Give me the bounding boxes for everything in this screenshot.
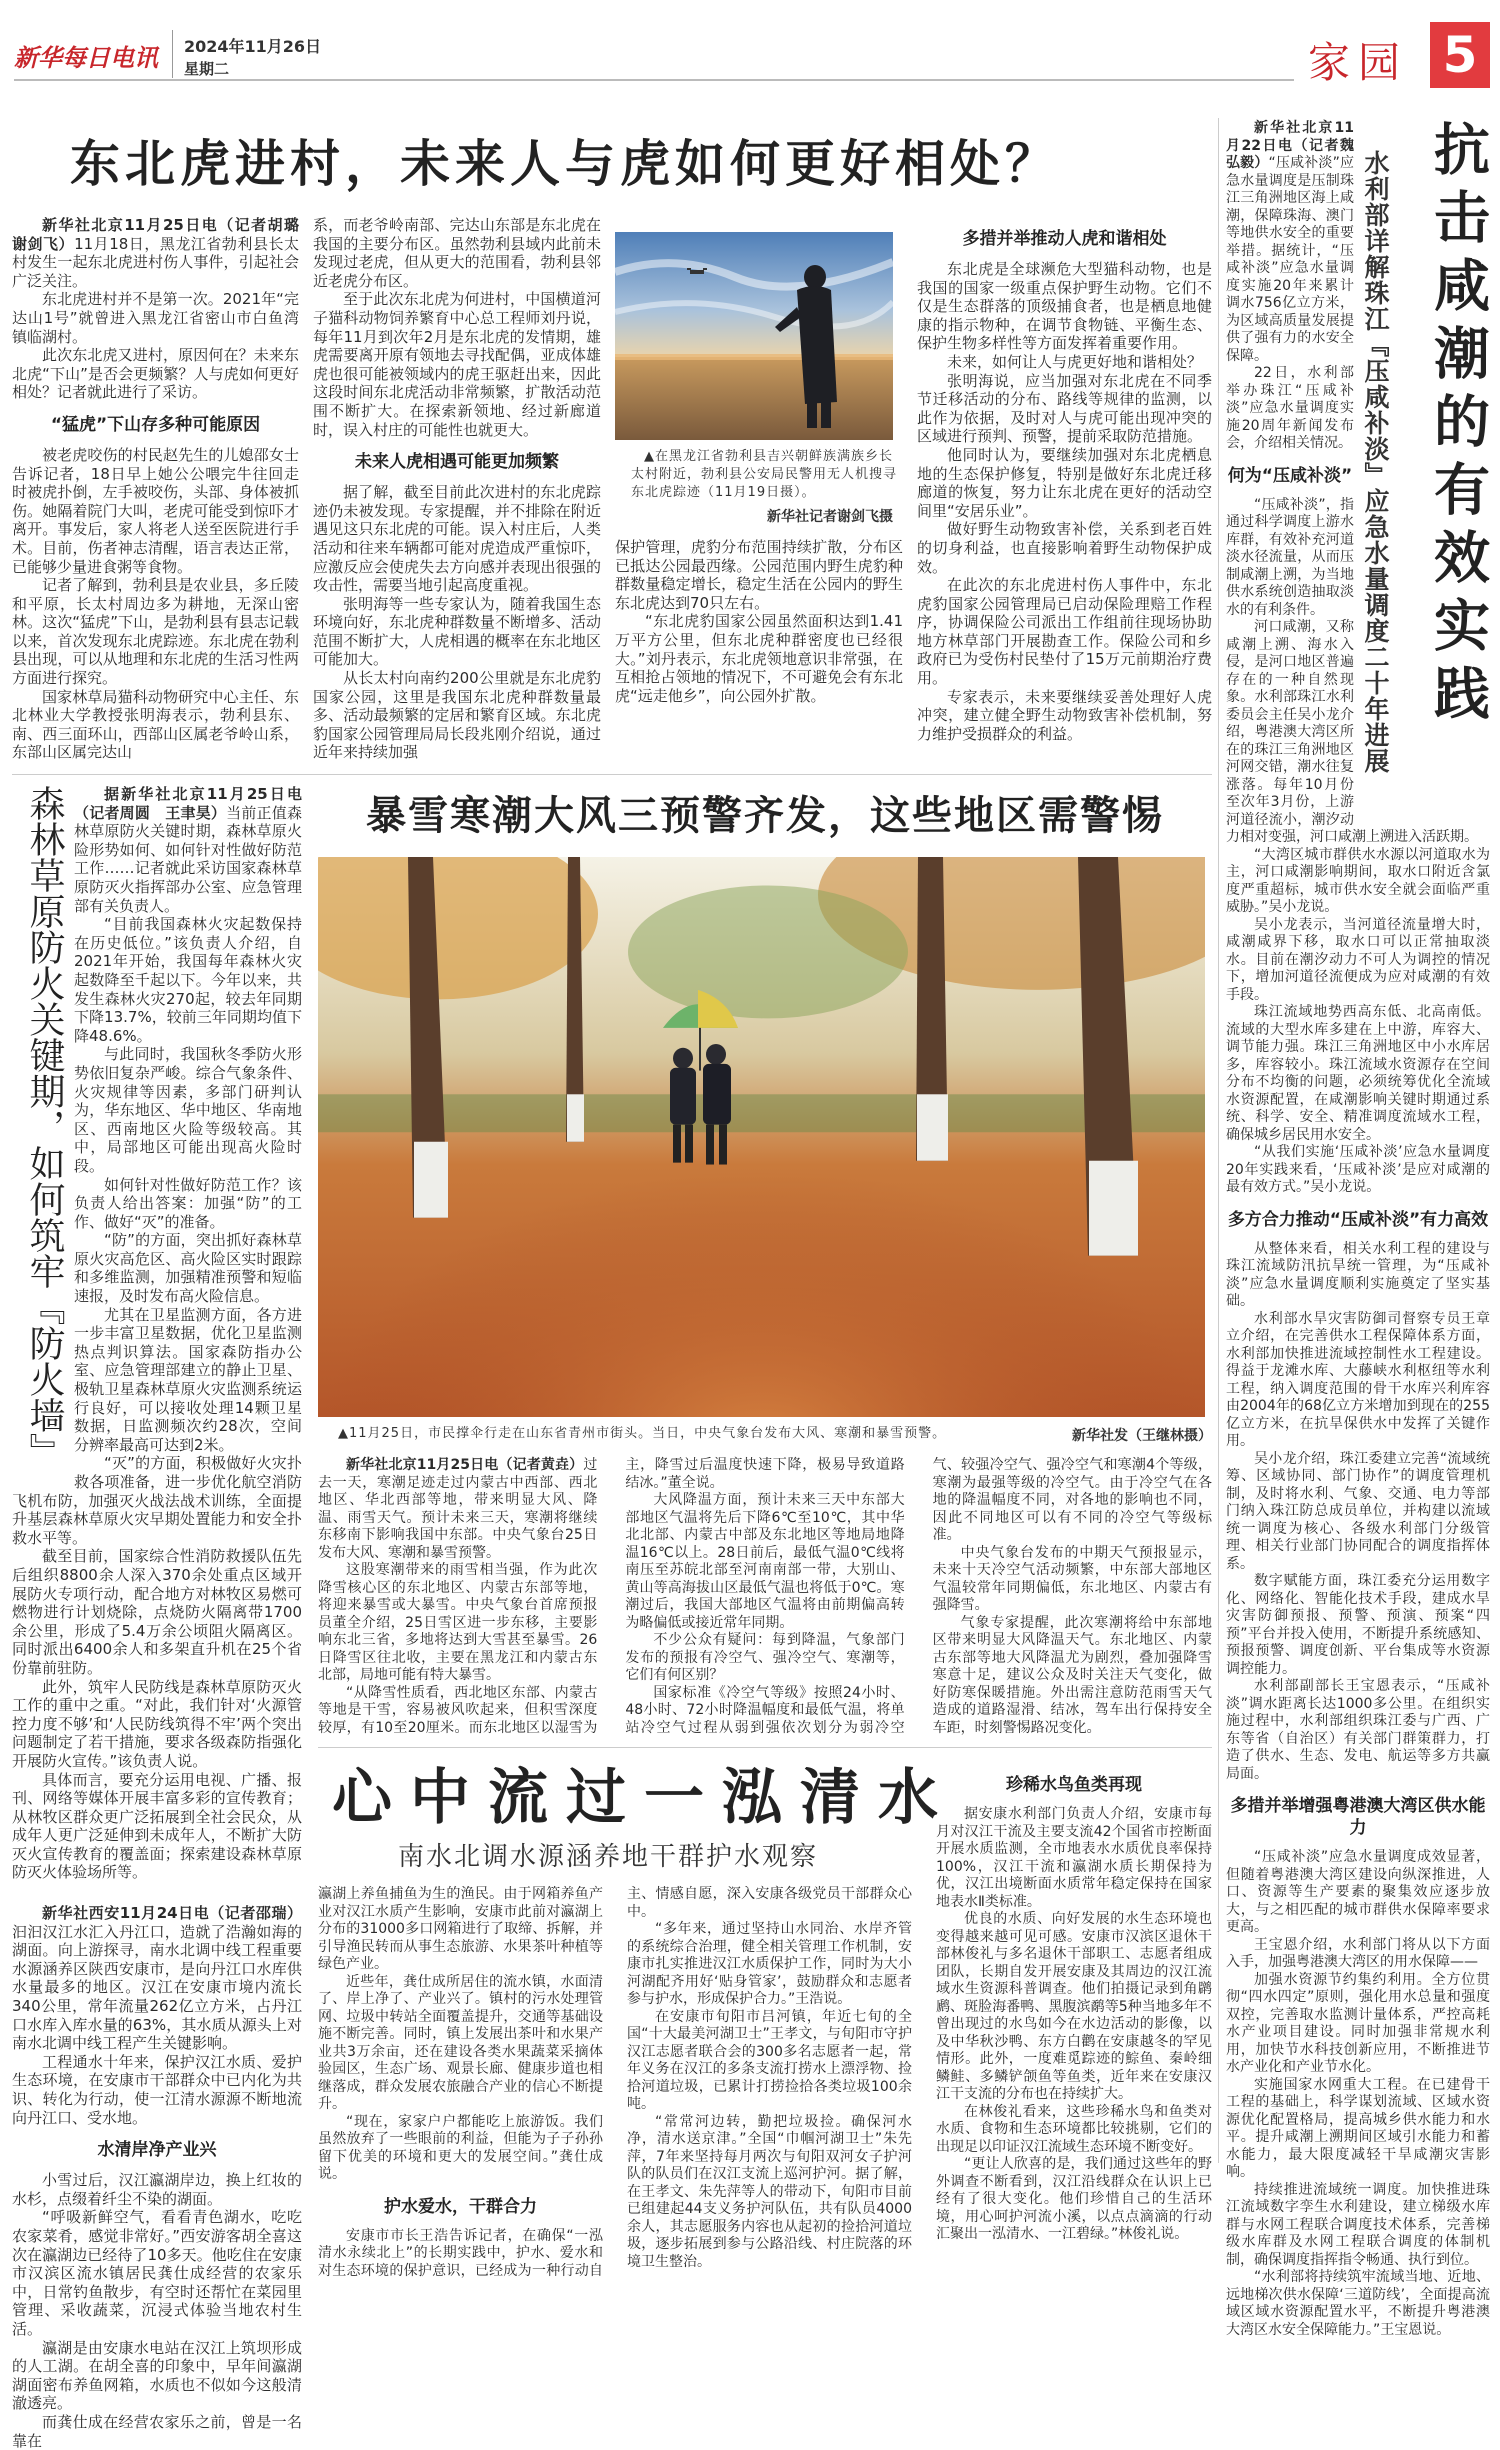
forest-title-block: [12, 785, 74, 1485]
tiger-column-3: [615, 538, 903, 705]
paragraph: 记者了解到，勃利县是农业县，多丘陵和平原，长太村周边多为耕地，无深山密林。这次“猛虎”下山，是勃利县有县志记载以来，首次发现东北虎踪迹。东北虎在勃利县出现，可以从地理和东北虎的生活习性两方面进行探究。: [12, 576, 299, 688]
section-divider-lower: [318, 1747, 1212, 1748]
water-right-body: [936, 1774, 1212, 2244]
paragraph: 22日，水利部举办珠江“压咸补淡”应急水量调度实施20周年新闻发布会，介绍相关情况。: [1226, 365, 1354, 451]
paragraph: 张明海说，应当加强对东北虎在不同季节迁移活动的分布、路线等规律的监测，以此作为依据，及时对人与虎可能出现冲突的区域进行预判、预警，提前采取防范措施。: [917, 371, 1212, 446]
water-subtitle: 南水北调水源涵养地干群护水观察: [398, 1842, 819, 1873]
paragraph: [12, 1904, 302, 2053]
column-divider: [1218, 118, 1219, 2163]
paragraph: 瀛湖是由安康水电站在汉江上筑坝形成的人工湖。在胡全喜的印象中，早年间瀛湖湖面密布养鱼网箱，水质也不似如今这般清澈透亮。: [12, 2338, 302, 2413]
paragraph: 截至目前，国家综合性消防救援队伍先后组织8800余人深入370余处重点区域开展防火专项行动，配合地方对林牧区易燃可燃物进行计划烧除，点烧防火隔离带1700余公里，形成了5.4万余公顷阻火隔离区。同时派出6400余人和多架直升机在25个省份靠前驻防。: [12, 1547, 302, 1677]
water-right-column: [936, 1762, 1212, 2244]
water-headline: 心中流过一泓清水: [332, 1763, 956, 1834]
paragraph: 东北虎进村并不是第一次。2021年“完达山1号”就曾进入黑龙江省密山市白鱼湾镇临湖村。: [12, 290, 299, 346]
left-column: [12, 785, 302, 2450]
paragraph: 这股寒潮带来的雨雪相当强，作为此次降雪核心区的东北地区、内蒙古东部等地，将迎来暴雪或大暴雪。中央气象台首席预报员董全介绍，25日雪区进一步东移，主要影响东北三省，多地将达到大雪甚至暴雪。26日降雪区往北收，主要在黑龙江和内蒙古东北部，局地可能有特大暴雪。: [318, 1562, 598, 1684]
paragraph: 具体而言，要充分运用电视、广播、报刊、网络等媒体开展丰富多彩的宣传教育；从林牧区群众更广泛拓展到全社会民众，从成年人更广泛延伸到未成年人，不断扩大防灭火宣传教育的覆盖面；探索建设森林草原防灭火体验场所等。: [12, 1770, 302, 1882]
subheading: “猛虎”下山存多种可能原因: [50, 414, 261, 435]
paragraph: 气象专家提醒，此次寒潮将给中东部地区带来明显大风降温天气。东北地区、内蒙古东部等地大风降温尤为剧烈，叠加强降雪寒意十足，建议公众及时关注天气变化，做好防寒保暖措施。外出需注意防范雨雪天气造成的道路湿滑、结冰，驾车出行保持安全车距，时刻警惕路况变化。: [932, 1614, 1212, 1736]
tiger-headline: 东北虎进村，未来人与虎如何更好相处？: [70, 134, 1060, 193]
subheading: 未来人虎相遇可能更加频繁: [355, 452, 559, 473]
header-rule: [14, 79, 1294, 81]
saline-title-block: [1360, 120, 1490, 820]
tiger-article: [12, 216, 1212, 762]
paragraph: “呼吸新鲜空气，看看青色湖水，吃吃农家菜肴，感觉非常好。”西安游客胡全喜这次在瀛湖边已经待了10多天。他吃住在安康市汉滨区流水镇居民龚仕成经营的农家乐中，日常钓鱼散步，有空时还帮忙在菜园里管理、采收蔬菜，沉浸式体验当地农村生活。: [12, 2208, 302, 2338]
section-name: 家园: [1308, 38, 1409, 87]
paragraph: 如何针对性做好防范工作？该负责人给出答案：加强“防”的工作、做好“灭”的准备。: [74, 1175, 302, 1231]
paragraph: 从整体来看，相关水利工程的建设与珠江流域防汛抗旱统一管理，为“压咸补淡”应急水量调度顺利实施奠定了坚实基础。: [1226, 1240, 1490, 1309]
paragraph: 水利部副部长王宝恩表示，“压咸补淡”调水距离长达1000多公里。在组织实施过程中，水利部组织珠江委与广西、广东等省（自治区）有关部门群策群力，打造了供水、生态、发电、航运等多方共赢局面。: [1226, 1678, 1490, 1782]
paragraph: 数字赋能方面，珠江委充分运用数字化、网络化、智能化技术手段，建成水旱灾害防御预报、预警、预演、预案“四预”平台并投入使用，不断提升系统感知、预报预警、调度创新、平台集成等水资源调控能力。: [1226, 1573, 1490, 1677]
paragraph: “水利部将持续筑牢流域当地、近地、远地梯次供水保障‘三道防线’，全面提高流域区域水资源配置水平，不断提升粤港澳大湾区水安全保障能力。”王宝恩说。: [1226, 2269, 1490, 2338]
paragraph: 此次东北虎又进村，原因何在？未来东北虎“下山”是否会更频繁？人与虎如何更好相处？记者就此进行了采访。: [12, 346, 299, 402]
tiger-column-4: [917, 216, 1212, 743]
issue-weekday: 星期二: [184, 60, 230, 78]
subheading: 珍稀水鸟鱼类再现: [1006, 1775, 1142, 1796]
paragraph: 大风降温方面，预计未来三天中东部大部地区气温将先后下降6℃至10℃，其中华北北部、内蒙古中部及东北地区等地局地降温16℃以上。28日前后，最低气温0℃线将南压至苏皖北部至河南南部一带，大别山、黄山等高海拔山区最低气温也将低于0℃。寒潮过后，我国大部地区气温将由前期偏高转为略偏低或接近常年同期。: [625, 1492, 905, 1631]
subheading: 多方合力推动“压咸补淡”有力高效: [1227, 1209, 1489, 1230]
paragraph: “从降雪性质看，西北地区东部、内蒙古等地是干雪，容易被风吹起来，但积雪深度较厚，有10至20厘米。而东北地区以湿雪为主，降雪过后温度快速下降，极易导致道路结冰。”董全说。: [318, 1457, 905, 1736]
paragraph: 水利部水旱灾害防御司督察专员王章立介绍，在完善供水工程保障体系方面，水利部加快推进流域控制性水工程建设。得益于龙滩水库、大藤峡水利枢纽等水利工程，纳入调度范围的骨干水库兴利库容由2004年的68亿立方米增加到现在的255亿立方米，在抗旱保供水中发挥了关键作用。: [1226, 1310, 1490, 1449]
paragraph: 不少公众有疑问：每到降温，气象部门发布的预报有冷空气、强冷空气、寒潮等，它们有何区别？: [625, 1632, 905, 1684]
subheading: 何为“压咸补淡”: [1227, 465, 1353, 486]
weather-photo-caption: ▲11月25日，市民撑伞行走在山东省青州市街头。当日，中央气象台发布大风、寒潮和暴雪预警。: [338, 1426, 947, 1442]
paragraph: 而龚仕成在经营农家乐之前，曾是一名靠在: [12, 2412, 302, 2450]
paragraph: 在安康市旬阳市吕河镇，年近七旬的全国“十大最美河湖卫士”王孝文，与旬阳市守护汉江志愿者联合会的300多名志愿者一起，常年义务在汉江的多条支流打捞水上漂浮物、捡拾河道垃圾，已累计打捞捡拾各类垃圾100余吨。: [627, 2008, 912, 2113]
photo-autumn-street: [318, 857, 1205, 1417]
paragraph: 东北虎是全球濒危大型猫科动物，也是我国的国家一级重点保护野生动物。它们不仅是生态群落的顶级捕食者，也是栖息地健康的指示物种，在调节食物链、平衡生态、保护生物多样性等方面发挥着重要作用。: [917, 260, 1212, 353]
paragraph: “压咸补淡”，指通过科学调度上游水库群，有效补充河道淡水径流量，从而压制咸潮上溯，为当地供水系统创造抽取淡水的有利条件。: [1226, 496, 1354, 618]
paragraph: 国家林草局猫科动物研究中心主任、东北林业大学教授张明海表示，勃利县东、南、西三面环山，西部山区属老爷岭山系，东部山区属完达山: [12, 687, 299, 762]
paragraph: 专家表示，未来要继续妥善处理好人虎冲突，建立健全野生动物致害补偿机制，努力维护受损群众的利益。: [917, 687, 1212, 743]
weather-photo-caption-row: [318, 1425, 1212, 1445]
water-middle-columns: [318, 1886, 912, 2280]
tiger-photo-caption: ▲在黑龙江省勃利县吉兴朝鲜族满族乡长太村附近，勃利县公安局民警用无人机搜寻东北虎踪迹（11月19日摄）。: [631, 449, 898, 500]
paragraph: “大湾区城市群供水水源以河道取水为主，河口咸潮影响期间，取水口附近含氯度严重超标，城市供水安全就会面临严重威胁。”吴小龙说。: [1226, 846, 1490, 915]
tiger-column-3-wrap: [615, 216, 903, 705]
paragraph: “灭”的方面，积极做好火灾扑救各项准备，进一步优化航空消防飞机布防，加强灭火战法战术训练，全面提升基层森林草原火灾早期处置能力和安全扑救水平等。: [12, 1454, 302, 1547]
paragraph: 与此同时，我国秋冬季防火形势依旧复杂严峻。综合气象条件、火灾规律等因素，多部门研判认为，华东地区、华中地区、华南地区、西南地区火险等级较高。其中，局部地区可能出现高火险时段。: [74, 1045, 302, 1175]
issue-date: 2024年11月26日: [184, 37, 322, 56]
paragraph-text: 当前正值森林草原防火关键时期，森林草原火险形势如何、如何针对性做好防范工作……记者就此采访国家森林草原防灭火指挥部办公室、应急管理部有关负责人。: [74, 803, 302, 915]
water-left-column: [12, 1904, 302, 2450]
paragraph: 此外，筑牢人民防线是森林草原防灭火工作的重中之重。“对此，我们针对‘火源管控力度不够’和‘人民防线筑得不牢’两个突出问题制定了若干措施，要求各级森防指强化开展防火宣传。”该负责人说。: [12, 1677, 302, 1770]
tiger-photo-credit: 新华社记者谢剑飞摄: [767, 509, 893, 525]
paragraph: 瀛湖上养鱼捕鱼为生的渔民。由于网箱养鱼产业对汉江水质产生影响，安康市此前对瀛湖上分布的31000多口网箱进行了取缔、拆解，并引导渔民转而从事生态旅游、水果茶叶种植等绿色产业。: [318, 1886, 603, 1973]
paragraph-text: 汩汩汉江水汇入丹江口，造就了浩瀚如海的湖面。向上游探寻，南水北调中线工程重要水源涵养区陕西安康市，是向丹江口水库供水量最多的地区。汉江在安康市境内流长340公里，常年流量262亿立方米，占丹江口水库入库水量的63%，其水质从源头上对南水北调中线工程产生关键影响。: [12, 1922, 302, 2053]
weather-body: [318, 1457, 1212, 1737]
water-left-body: [12, 1904, 302, 2450]
paragraph: 实施国家水网重大工程。在已建骨干工程的基础上，科学谋划流域、区域水资源优化配置格局，提高城乡供水能力和水平。提升咸潮上溯期间区域引水能力和蓄水能力，最大限度减轻干旱咸潮灾害影响。: [1226, 2076, 1490, 2180]
paragraph: 王宝恩介绍，水利部门将从以下方面入手，加强粤港澳大湾区的用水保障——: [1226, 1936, 1490, 1970]
main-area: [12, 120, 1212, 2450]
saline-title: 抗击咸潮的有效实践: [1425, 120, 1491, 732]
paragraph: 在林俊礼看来，这些珍稀水鸟和鱼类对水质、食物和生态环境都比较挑剔，它们的出现足以印证汉江流域生态环境不断变好。: [936, 2103, 1212, 2155]
subheading: 水清岸净产业兴: [97, 2140, 217, 2161]
paragraph: 河口咸潮，又称咸潮上溯、海水入侵，是河口地区普遍存在的一种自然现象。水利部珠江水利委员会主任吴小龙介绍，粤港澳大湾区所在的珠江三角洲地区河网交错，潮水往复涨落。每年10月份至次年3月份，上游河道径流小，潮汐动力相对变强，河口咸潮上溯进入活跃期。: [1226, 619, 1478, 845]
subheading: 多措并举增强粤港澳大湾区供水能力: [1230, 1796, 1486, 1838]
paragraph: 加强水资源节约集约利用。全方位贯彻“四水四定”原则，强化用水总量和强度双控，完善取水监测计量体系，严控高耗水产业项目建设。同时加强非常规水利用，加快节水科技创新应用，不断推进节水产业化和产业节水化。: [1226, 1971, 1490, 2075]
paragraph: “压咸补淡”应急水量调度成效显著，但随着粤港澳大湾区建设向纵深推进，人口、资源等生产要素的聚集效应逐步放大，与之相匹配的城市群供水保障率要求更高。: [1226, 1849, 1490, 1935]
paragraph: 他同时认为，要继续加强对东北虎栖息地的生态保护修复，特别是做好东北虎迁移廊道的恢复，努力让东北虎在更好的活动空间里“安居乐业”。: [917, 445, 1212, 520]
forest-title: 森林草原防火关键期，如何筑牢『防火墙』: [24, 785, 65, 1470]
paragraph: 做好野生动物致害补偿，关系到老百姓的切身利益，也直接影响着野生动物保护成效。: [917, 520, 1212, 576]
paragraph: “常常河边转，勤把垃圾捡。确保河水净，清水送京津。”全国“巾帼河湖卫士”朱先萍，7年来坚持每月两次与旬阳双河女子护河队的队员们在汉江支流上巡河护河。据了解，在王孝文、朱先萍等人的带动下，旬阳市目前已组建起44支义务护河队伍，共有队员4000余人，其志愿服务内容也从起初的捡拾河道垃圾，逐步拓展到参与公路沿线、村庄院落的环境卫生整治。: [627, 2113, 912, 2270]
paragraph: 至于此次东北虎为何进村，中国横道河子猫科动物饲养繁育中心总工程师刘丹说，每年11月到次年2月是东北虎的发情期，雄虎需要离开原有领地去寻找配偶，亚成体雄虎也很可能被领域内的虎王驱赶出来，因此这段时间东北虎活动非常频繁，扩散活动范围不断扩大。在探索新领地、经过新廊道时，误入村庄的可能性也就更大。: [313, 290, 601, 439]
dateline: 新华社北京11月25日电（记者胡璐 谢剑飞）: [12, 216, 315, 253]
paragraph: [318, 1457, 597, 1562]
dateline: 据新华社北京11月25日电（记者周圆 王聿昊）: [74, 785, 302, 822]
paragraph: 从长太村向南约200公里就是东北虎豹国家公园，这里是我国东北虎种群数量最多、活动最频繁的定居和繁育区域。东北虎豹国家公园管理局局长段兆刚介绍说，通过近年来持续加强: [313, 669, 601, 762]
paragraph: 被老虎咬伤的村民赵先生的儿媳邵女士告诉记者，18日早上她公公喂完牛往回走时被虎扑倒，左手被咬伤，头部、身体被抓伤。她隔着院门大叫，老虎可能受到惊吓才离开。事发后，家人将老人送至医院进行手术。目前，伤者神志清醒，语言表达正常，已能够少量进食粥等食物。: [12, 445, 299, 576]
saline-subtitle: 水利部详解珠江『压咸补淡』应急水量调度二十年进展: [1361, 150, 1390, 774]
paragraph-text: 过去一天，寒潮足迹走过内蒙古中西部、西北地区、华北西部等地，带来明显大风、降温、雨雪天气。预计未来三天，寒潮将继续东移南下影响我国中东部。中央气象台25日发布大风、寒潮和暴雪预警。: [318, 1457, 598, 1561]
paragraph: 持续推进流域统一调度。加快推进珠江流域数字孪生水利建设，建立梯级水库群与水网工程联合调度技术体系，完善梯级水库群及水网工程联合调度的体制机制，确保调度指挥指令畅通、执行到位。: [1226, 2181, 1490, 2268]
paragraph: “东北虎豹国家公园虽然面积达到1.41万平方公里，但东北虎种群密度也已经很大。”刘丹表示，东北虎领地意识非常强，在互相抢占领地的情况下，不可避免会有东北虎“远走他乡”，向公园外扩散。: [615, 612, 903, 705]
weather-photo-credit: 新华社发（王继林摄）: [1072, 1428, 1212, 1445]
paragraph-text: 11月18日，黑龙江省勃利县长太村发生一起东北虎进村伤人事件，引起社会广泛关注。: [12, 234, 299, 290]
dateline: 新华社北京11月25日电（记者黄垚）: [346, 1457, 584, 1474]
photo-drone-search: [615, 232, 893, 440]
paragraph: 据了解，截至目前此次进村的东北虎踪迹仍未被发现。专家提醒，并不排除在附近遇见这只东北虎的可能。误入村庄后，人类活动和往来车辆都可能对虎造成严重惊吓，应激反应会使虎失去方向感并表现出很强的攻击性，需要当地引起高度重视。: [313, 483, 601, 595]
paragraph: 吴小龙介绍，珠江委建立完善“流域统筹、区域协同、部门协作”的调度管理机制，及时将水利、气象、交通、电力等部门纳入珠江防总成员单位，并构建以流域统一调度为核心、各级水利部门分级管理、相关行业部门协同配合的调度指挥体系。: [1226, 1450, 1490, 1572]
header-divider: [172, 30, 173, 78]
paragraph: 保护管理，虎豹分布范围持续扩散，分布区已抵达公园最西缘。公园范围内野生虎豹种群数量稳定增长，稳定生活在公园内的野生东北虎达到70只左右。: [615, 538, 903, 612]
newspaper-logo: 新华每日电讯: [14, 43, 158, 72]
dateline: 新华社西安11月24日电（记者邵瑞）: [42, 1904, 302, 1923]
paragraph: “防”的方面，突出抓好森林草原火灾高危区、高火险区实时跟踪和多维监测，加强精准预警和短临速报，及时发布高火险信息。: [74, 1231, 302, 1306]
paragraph: “目前我国森林火灾起数保持在历史低位。”该负责人介绍，自2021年开始，我国每年森林火灾起数降至千起以下。今年以来，共发生森林火灾270起，较去年同期下降13.7%，较前三年同期均值下降48.6%。: [74, 915, 302, 1045]
forest-article: [12, 785, 302, 1882]
center-column: [318, 785, 1212, 2280]
paragraph: 张明海等一些专家认为，随着我国生态环境向好，东北虎种群数量不断增多、活动范围不断扩大，人虎相遇的概率在东北地区可能加大。: [313, 594, 601, 669]
paragraph: 中央气象台发布的中期天气预报显示，未来十天冷空气活动频繁，中东部大部地区气温较常年同期偏低，东北地区、内蒙古有强降雪。: [932, 1544, 1212, 1614]
water-article: [318, 1762, 1212, 2280]
paragraph: 尤其在卫星监测方面，各方进一步丰富卫星数据，优化卫星监测热点判识算法。国家森防指办公室、应急管理部建立的静止卫星、极轨卫星森林草原火灾监测系统运行良好，可以接收处理14颗卫星数据，日监测频次约28次，空间分辨率最高可达到2米。: [74, 1305, 302, 1454]
paragraph: 吴小龙表示，当河道径流量增大时，咸潮咸界下移，取水口可以正常抽取淡水。目前在潮汐动力不可人为调控的情况下，增加河道径流便成为应对咸潮的有效手段。: [1226, 916, 1490, 1003]
paragraph: 近些年，龚仕成所居住的流水镇，水面清了、岸上净了、产业兴了。镇村的污水处理管网、垃圾中转站全面覆盖提升，交通等基础设施不断完善。同时，镇上发展出茶叶和水果产业共3万余亩，还在建设各类水果蔬菜采摘体验园区，生态广场、观景长廊、健康步道也相继落成，群众发展农旅融合产业的信心不断提升。: [318, 1973, 603, 2113]
weather-headline: 暴雪寒潮大风三预警齐发，这些地区需警惕: [366, 792, 1164, 840]
paragraph: 小雪过后，汉江瀛湖岸边，换上红妆的水杉，点缀着纤尘不染的湖面。: [12, 2171, 302, 2208]
paragraph: “现在，家家户户都能吃上旅游饭。我们虽然放弃了一些眼前的利益，但能为子子孙孙留下优美的环境和更大的发展空间。”龚仕成说。: [318, 2113, 603, 2183]
paragraph: “多年来，通过坚持山水同治、水岸齐管的系统综合治理，健全相关管理工作机制，安康市扎实推进汉江水质保护工作，同时为大小河湖配齐用好‘贴身管家’，鼓励群众和志愿者参与护水，形成保护合力。”王浩说。: [627, 1921, 912, 2008]
lower-area: [12, 785, 1212, 2450]
subheading: 护水爱水，干群合力: [384, 2196, 537, 2217]
paragraph-text: “压咸补淡”应急水量调度是压制珠江三角洲地区海上咸潮，保障珠海、澳门等地供水安全的重要举措。据统计，“压咸补淡”应急水量调度实施20年来累计调水756亿立方米，为区域高质量发展提供了强有力的水安全保障。: [1226, 155, 1354, 364]
paragraph: 未来，如何让人与虎更好地和谐相处？: [947, 352, 1203, 371]
paragraph: 系，而老爷岭南部、完达山东部是东北虎在我国的主要分布区。虽然勃利县域内此前未发现过老虎，但从更大的范围看，勃利县邻近老虎分布区。: [313, 216, 601, 290]
paragraph: 优良的水质、向好发展的水生态环境也变得越来越可见可感。安康市汉滨区退休干部林俊礼与多名退休干部职工、志愿者组成团队，长期自发开展安康及其周边的汉江流域水生资源科普调查。他们拍摄记录到角䴙䴘、斑脸海番鸭、黑腹滨鹬等5种当地多年不曾出现过的水鸟如今在水边活动的影像，以及中华秋沙鸭、东方白鹳在安康越冬的罕见情形。此外，一度难觅踪迹的鯮鱼、秦岭细鳞鲑、多鳞铲颌鱼等鱼类，近年来在安康汉江干支流的分布也在持续扩大。: [936, 1911, 1212, 2103]
paragraph: 安康市市长王浩告诉记者，在确保“一泓清水永续北上”的长期实践中，护水、爱水和对生态环境的保护意识，已经成为一种行动自主、情感自愿，深入安康各级党员干部群众心中。: [318, 1886, 912, 2279]
paragraph: [12, 216, 315, 290]
paragraph: 据安康水利部门负责人介绍，安康市每月对汉江干流及主要支流42个国省市控断面开展水质监测，全市地表水水质优良率保持100%，汉江干流和瀛湖水质长期保持为优，汉江出境断面水质常年稳定保持在国家地表水Ⅱ类标准。: [936, 1806, 1212, 1910]
water-main: [318, 1762, 956, 2280]
paragraph: 珠江流域地势西高东低、北高南低。流域的大型水库多建在上中游，库容大、调节能力强。珠江三角洲地区中小水库居多，库容较小。珠江流域水资源存在空间分布不均衡的问题，必须统筹优化全流域水资源配置，在咸潮影响关键时期通过系统、科学、安全、精准调度流域水工程，确保城乡居民用水安全。: [1226, 1004, 1490, 1143]
paragraph: 国家标准《冷空气等级》按照24小时、48小时、72小时降温幅度和最低气温，将单站冷空气过程从弱到强依次划分为弱冷空气、较强冷空气、强冷空气和寒潮4个等级，寒潮为最强等级的冷空气。由于冷空气在各地的降温幅度不同，对各地的影响也不同，因此不同地区可以有不同的冷空气等级标准。: [625, 1457, 1212, 1736]
page-number: 5: [1430, 22, 1490, 88]
saline-article: [1226, 120, 1490, 2339]
tiger-column-2: [313, 216, 601, 762]
subheading: 多措并举推动人虎和谐相处: [962, 229, 1167, 249]
paragraph: 工程通水十年来，保护汉江水质、爱护生态环境，在安康市干部群众中已内化为共识、转化为行动，使一江清水源源不断地流向丹江口、受水地。: [12, 2052, 302, 2127]
paragraph: “更让人欣喜的是，我们通过这些年的野外调查不断看到，汉江沿线群众在认识上已经有了很大变化。他们珍惜自己的生活环境，用心呵护河流小溪，以点点滴滴的行动汇聚出一泓清水、一江碧绿。”林俊礼说。: [936, 2156, 1212, 2243]
paragraph: 在此次的东北虎进村伤人事件中，东北虎豹国家公园管理局已启动保险理赔工作程序，协调保险公司派出工作组前往现场协助地方林草部门开展勘查工作。保险公司和乡政府已为受伤村民垫付了15万元前期治疗费用。: [917, 576, 1212, 688]
section-divider: [12, 774, 1212, 775]
tiger-column-1: [12, 216, 315, 762]
dateline: 新华社北京11月22日电（记者魏弘毅）: [1226, 120, 1354, 171]
paragraph: “从我们实施‘压咸补淡’应急水量调度20年实践来看，‘压咸补淡’是应对咸潮的最有效方式。”吴小龙说。: [1226, 1144, 1490, 1195]
